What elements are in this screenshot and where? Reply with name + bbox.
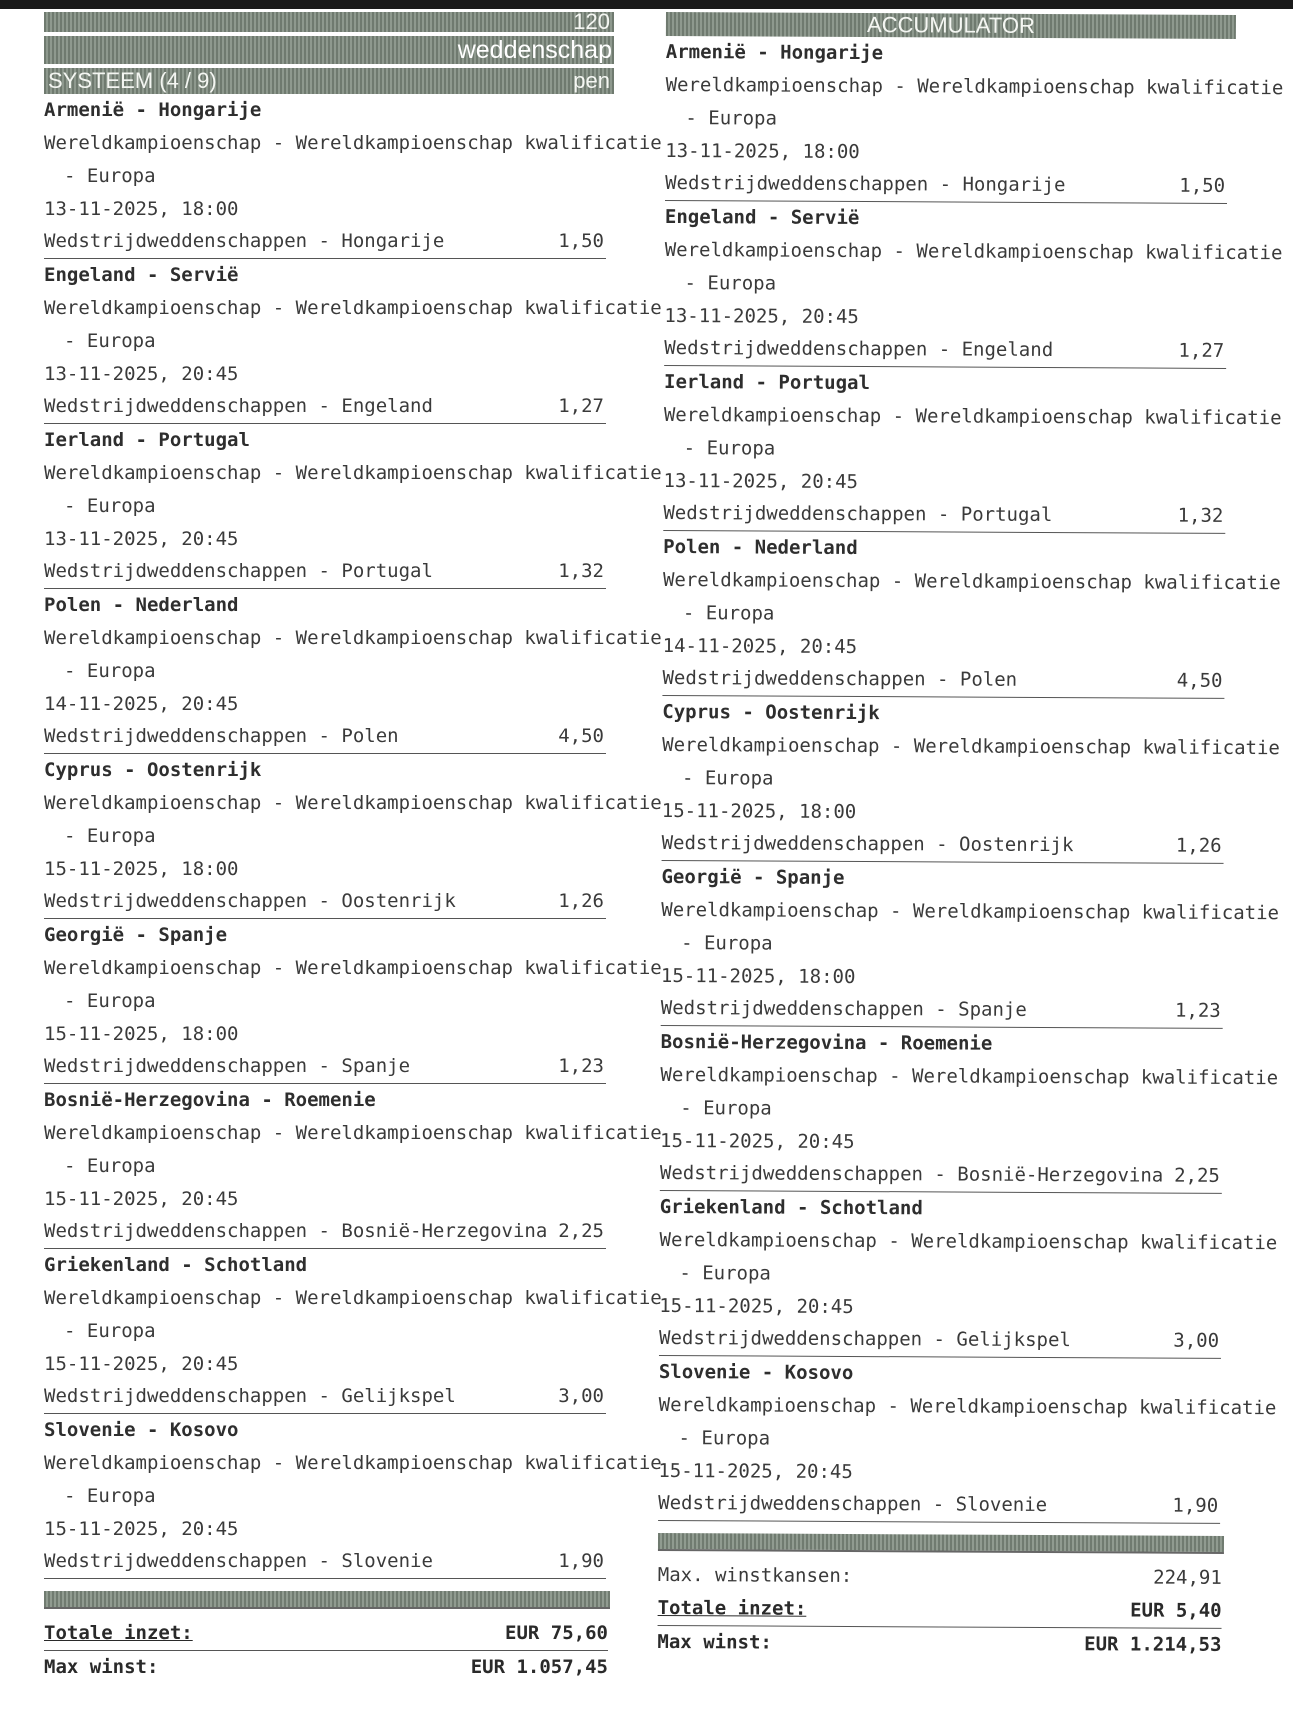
match-datetime: 15-11-2025, 18:00 <box>44 858 239 880</box>
competition-name: Wereldkampioenschap - Wereldkampioenschap kwalificatie <box>662 568 1281 595</box>
match-name: Georgië - Spanje <box>661 865 845 889</box>
competition-name: Wereldkampioenschap - Wereldkampioenschap kwalificatie <box>662 733 1280 760</box>
selection-text: Wedstrijdweddenschappen - Portugal <box>663 501 1053 527</box>
bet-entry <box>44 1249 662 1414</box>
match-datetime: 15-11-2025, 18:00 <box>661 799 857 824</box>
odd-value: 1,32 <box>1177 504 1224 527</box>
region-name: - Europa <box>683 437 776 460</box>
match-name: Bosnië-Herzegovina - Roemenie <box>44 1089 376 1111</box>
match-name: Bosnië-Herzegovina - Roemenie <box>660 1030 993 1055</box>
selection-text: Wedstrijdweddenschappen - Gelijkspel <box>44 1385 456 1407</box>
selection-text: Wedstrijdweddenschappen - Spanje <box>660 996 1027 1021</box>
bet-entry <box>661 696 1280 864</box>
selection-text: Wedstrijdweddenschappen - Spanje <box>44 1055 411 1077</box>
odd-value: 3,00 <box>1173 1329 1220 1352</box>
odd-value: 1,27 <box>558 395 604 417</box>
match-datetime: 13-11-2025, 18:00 <box>665 139 860 164</box>
match-datetime: 14-11-2025, 20:45 <box>44 693 239 715</box>
bet-entry <box>44 94 662 259</box>
match-name: Polen - Nederland <box>663 535 858 560</box>
competition-name: Wereldkampioenschap - Wereldkampioenschap kwalificatie <box>44 1452 662 1474</box>
bet-entry <box>658 1356 1277 1524</box>
competition-name: Wereldkampioenschap - Wereldkampioenschap kwalificatie <box>665 73 1284 100</box>
selection-row <box>658 1488 1220 1524</box>
selection-row <box>44 226 606 259</box>
selection-row <box>44 556 606 589</box>
region-name: - Europa <box>64 330 156 352</box>
max-odds-value: 224,91 <box>1153 1566 1222 1589</box>
competition-name: Wereldkampioenschap - Wereldkampioenschap kwalificatie <box>44 462 662 484</box>
match-name: Slovenie - Kosovo <box>658 1360 854 1384</box>
match-datetime: 13-11-2025, 20:45 <box>44 528 239 550</box>
region-name: - Europa <box>682 602 775 625</box>
region-name: - Europa <box>680 1097 772 1120</box>
match-datetime: 15-11-2025, 20:45 <box>44 1188 239 1210</box>
match-datetime: 15-11-2025, 18:00 <box>44 1023 239 1045</box>
selection-text: Wedstrijdweddenschappen - Bosnië-Herzegovina <box>44 1220 548 1242</box>
match-name: Griekenland - Schotland <box>44 1254 308 1276</box>
match-datetime: 13-11-2025, 20:45 <box>664 304 859 329</box>
selection-text: Wedstrijdweddenschappen - Gelijkspel <box>658 1326 1071 1352</box>
match-datetime: 15-11-2025, 20:45 <box>658 1459 853 1483</box>
odd-value: 1,23 <box>1174 999 1221 1022</box>
bet-entry <box>44 259 662 424</box>
bet-entry <box>44 1084 662 1249</box>
match-name: Ierland - Portugal <box>664 370 871 395</box>
match-datetime: 13-11-2025, 20:45 <box>44 363 239 385</box>
competition-name: Wereldkampioenschap - Wereldkampioenschap kwalificatie <box>44 957 662 979</box>
header-bottom-right-text: pen <box>573 68 610 93</box>
odd-value: 1,27 <box>1178 339 1225 362</box>
max-win-label: Max winst: <box>657 1630 772 1654</box>
selection-text: Wedstrijdweddenschappen - Hongarije <box>44 230 445 252</box>
bet-type-label: ACCUMULATOR <box>866 12 1035 38</box>
total-stake-row <box>658 1592 1222 1629</box>
selection-row <box>44 1546 606 1579</box>
match-datetime: 15-11-2025, 20:45 <box>44 1518 239 1540</box>
odd-value: 1,90 <box>1172 1494 1219 1517</box>
region-name: - Europa <box>684 272 777 295</box>
bet-entry <box>44 754 662 919</box>
match-datetime: 15-11-2025, 20:45 <box>660 1129 855 1154</box>
bet-list <box>658 36 1284 1524</box>
separator-band <box>44 1591 610 1609</box>
competition-name: Wereldkampioenschap - Wereldkampioenschap kwalificatie <box>664 238 1283 265</box>
selection-row <box>44 886 606 919</box>
bet-entry <box>44 1414 662 1579</box>
selection-row <box>661 993 1223 1029</box>
header-top-right-text: 120 <box>573 12 610 32</box>
total-stake-row <box>44 1617 608 1651</box>
region-name: - Europa <box>64 660 156 682</box>
odd-value: 1,26 <box>558 890 604 912</box>
match-name: Polen - Nederland <box>44 594 239 616</box>
competition-name: Wereldkampioenschap - Wereldkampioenschap kwalificatie <box>44 1287 662 1309</box>
selection-row <box>659 1323 1221 1359</box>
scan-top-edge <box>0 0 1293 9</box>
receipt-header <box>666 12 1236 39</box>
max-odds-label: Max. winstkansen: <box>657 1563 853 1587</box>
match-datetime: 13-11-2025, 18:00 <box>44 198 239 220</box>
match-name: Slovenie - Kosovo <box>44 1419 239 1441</box>
total-stake-label: Totale inzet: <box>44 1622 193 1644</box>
region-name: - Europa <box>64 1155 156 1177</box>
bet-entry <box>44 589 662 754</box>
match-name: Armenië - Hongarije <box>665 40 884 65</box>
match-datetime: 15-11-2025, 20:45 <box>44 1353 239 1375</box>
odd-value: 1,50 <box>1179 174 1226 197</box>
separator-band <box>658 1533 1224 1554</box>
match-name: Armenië - Hongarije <box>44 99 262 121</box>
max-odds-row <box>658 1559 1222 1595</box>
odd-value: 1,50 <box>558 230 604 252</box>
odd-value: 2,25 <box>1174 1164 1220 1187</box>
odd-value: 2,25 <box>558 1220 604 1242</box>
max-win-value: EUR 1.214,53 <box>1084 1633 1222 1656</box>
bet-entry <box>44 919 662 1084</box>
competition-name: Wereldkampioenschap - Wereldkampioenschap kwalificatie <box>44 297 662 319</box>
selection-row <box>664 333 1226 369</box>
selection-text: Wedstrijdweddenschappen - Slovenie <box>44 1550 433 1572</box>
match-name: Georgië - Spanje <box>44 924 228 946</box>
region-name: - Europa <box>64 990 156 1012</box>
competition-name: Wereldkampioenschap - Wereldkampioenschap kwalificatie <box>44 792 662 814</box>
region-name: - Europa <box>64 495 156 517</box>
region-name: - Europa <box>679 1262 771 1285</box>
selection-text: Wedstrijdweddenschappen - Oostenrijk <box>44 890 456 912</box>
competition-name: Wereldkampioenschap - Wereldkampioenschap kwalificatie <box>661 898 1280 925</box>
competition-name: Wereldkampioenschap - Wereldkampioenschap kwalificatie <box>44 627 662 649</box>
bet-entry <box>662 531 1281 699</box>
match-name: Cyprus - Oostenrijk <box>44 759 262 781</box>
bet-entry <box>658 1191 1278 1359</box>
competition-name: Wereldkampioenschap - Wereldkampioenschap kwalificatie <box>44 1122 662 1144</box>
match-datetime: 15-11-2025, 20:45 <box>659 1294 854 1319</box>
selection-row <box>44 1051 606 1084</box>
region-name: - Europa <box>681 767 774 790</box>
selection-text: Wedstrijdweddenschappen - Slovenie <box>658 1491 1048 1517</box>
region-name: - Europa <box>685 107 778 130</box>
match-datetime: 15-11-2025, 18:00 <box>660 964 856 989</box>
receipt-accumulator <box>657 12 1284 1662</box>
max-win-label: Max winst: <box>44 1656 159 1678</box>
max-win-row <box>44 1651 608 1684</box>
bet-entry <box>660 861 1280 1029</box>
max-win-value: EUR 1.057,45 <box>470 1656 608 1678</box>
header-mid-right-text: weddenschap <box>457 36 612 64</box>
selection-row <box>44 1381 606 1414</box>
receipt-header-bottom <box>44 68 614 94</box>
match-name: Ierland - Portugal <box>44 429 250 451</box>
odd-value: 1,90 <box>558 1550 604 1572</box>
total-stake-value: EUR 75,60 <box>505 1622 608 1644</box>
match-datetime: 14-11-2025, 20:45 <box>662 634 858 659</box>
region-name: - Europa <box>681 932 773 955</box>
match-name: Cyprus - Oostenrijk <box>662 700 880 725</box>
region-name: - Europa <box>64 1320 156 1342</box>
region-name: - Europa <box>64 825 156 847</box>
receipt-header-mid <box>44 36 614 64</box>
selection-text: Wedstrijdweddenschappen - Engeland <box>664 336 1054 362</box>
competition-name: Wereldkampioenschap - Wereldkampioenschap kwalificatie <box>658 1393 1277 1420</box>
region-name: - Europa <box>64 1485 156 1507</box>
bet-entry <box>664 201 1283 369</box>
match-name: Engeland - Servië <box>664 205 860 230</box>
selection-text: Wedstrijdweddenschappen - Hongarije <box>665 171 1066 197</box>
selection-row <box>44 721 606 754</box>
bet-entry <box>659 1026 1279 1194</box>
odd-value: 1,23 <box>558 1055 604 1077</box>
selection-row <box>662 828 1224 864</box>
selection-text: Wedstrijdweddenschappen - Polen <box>44 725 399 747</box>
total-stake-value: EUR 5,40 <box>1130 1599 1222 1622</box>
region-name: - Europa <box>64 165 156 187</box>
selection-text: Wedstrijdweddenschappen - Polen <box>662 666 1018 691</box>
selection-row <box>660 1158 1222 1194</box>
match-name: Engeland - Servië <box>44 264 239 286</box>
selection-text: Wedstrijdweddenschappen - Engeland <box>44 395 433 417</box>
selection-row <box>662 663 1224 699</box>
total-stake-label: Totale inzet: <box>657 1596 807 1620</box>
bet-list <box>44 94 662 1579</box>
competition-name: Wereldkampioenschap - Wereldkampioenschap kwalificatie <box>663 403 1282 430</box>
bet-entry <box>44 424 662 589</box>
odd-value: 4,50 <box>558 725 604 747</box>
competition-name: Wereldkampioenschap - Wereldkampioenschap kwalificatie <box>660 1063 1279 1090</box>
selection-text: Wedstrijdweddenschappen - Oostenrijk <box>661 831 1074 857</box>
max-win-row <box>657 1626 1221 1662</box>
odd-value: 1,26 <box>1175 834 1222 857</box>
bet-entry <box>665 36 1284 204</box>
competition-name: Wereldkampioenschap - Wereldkampioenschap kwalificatie <box>659 1228 1278 1255</box>
selection-row <box>663 498 1225 534</box>
odd-value: 4,50 <box>1176 669 1223 692</box>
competition-name: Wereldkampioenschap - Wereldkampioenschap kwalificatie <box>44 132 662 154</box>
selection-text: Wedstrijdweddenschappen - Bosnië-Herzegovina <box>659 1161 1164 1187</box>
region-name: - Europa <box>678 1427 771 1450</box>
selection-row <box>44 391 606 424</box>
selection-row <box>44 1216 606 1249</box>
selection-text: Wedstrijdweddenschappen - Portugal <box>44 560 433 582</box>
odd-value: 3,00 <box>558 1385 604 1407</box>
match-name: Griekenland - Schotland <box>659 1195 923 1220</box>
odd-value: 1,32 <box>558 560 604 582</box>
selection-row <box>665 168 1227 204</box>
bet-entry <box>663 366 1282 534</box>
match-datetime: 13-11-2025, 20:45 <box>663 469 859 494</box>
bet-type-label: SYSTEEM (4 / 9) <box>48 68 217 93</box>
receipt-system <box>44 12 662 1684</box>
receipt-header-top <box>44 12 614 32</box>
